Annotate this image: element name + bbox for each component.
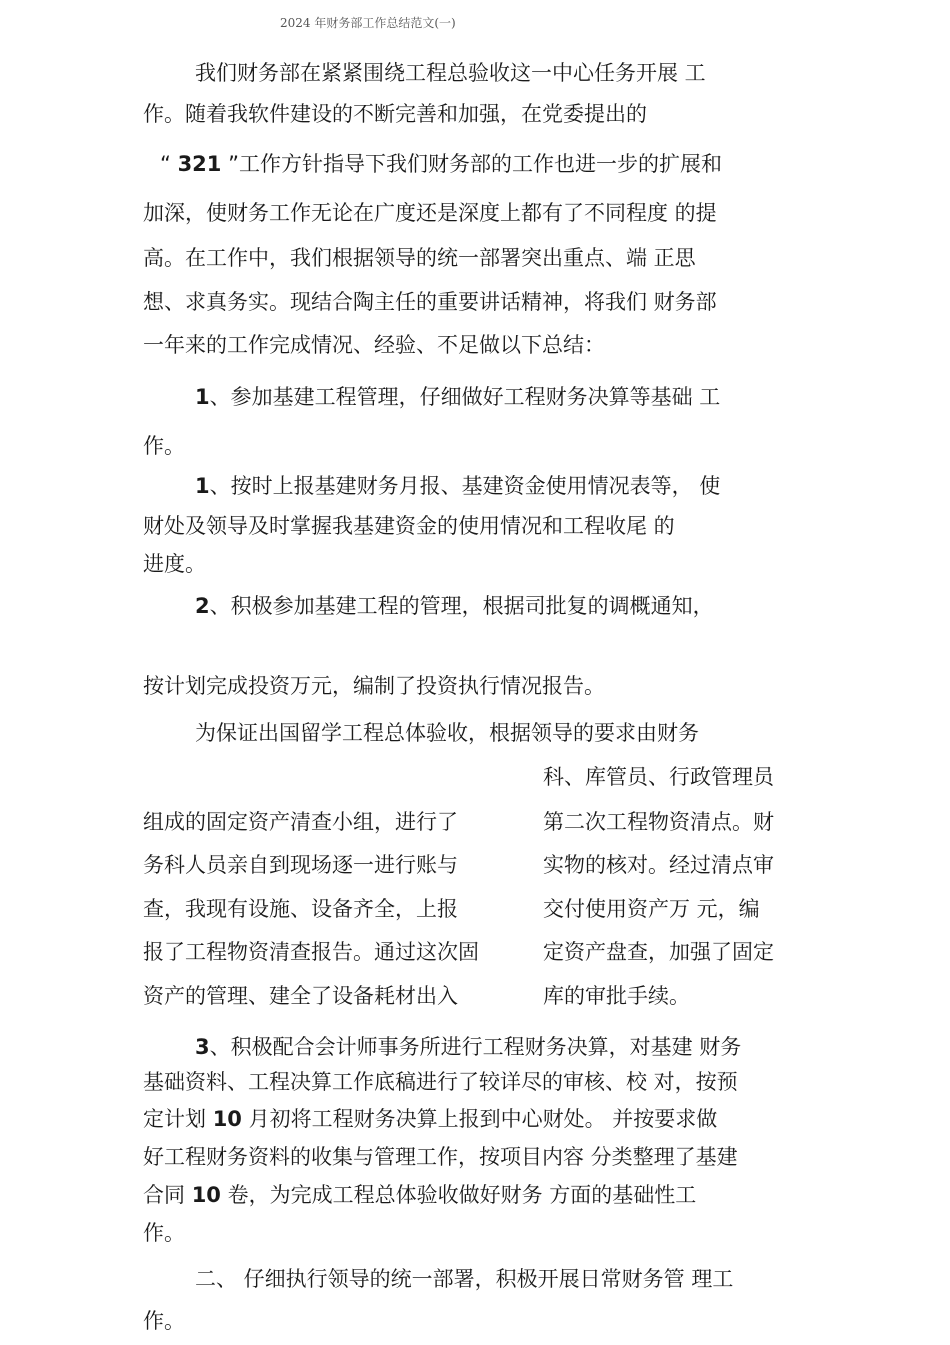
text-line: 好工程财务资料的收集与管理工作，按项目内容 分类整理了基建 (143, 1145, 738, 1169)
text-line: 基础资料、工程决算工作底稿进行了较详尽的审核、校 对，按预 (143, 1070, 738, 1094)
text-line-right: 交付使用资产万 元，编 (543, 897, 760, 921)
text-line: 一年来的工作完成情况、经验、不足做以下总结： (143, 333, 605, 357)
text-line: 作。 (143, 1309, 185, 1333)
text-line-left: 组成的固定资产清查小组，进行了 (143, 810, 458, 834)
text-line: 合同 10 卷，为完成工程总体验收做好财务 方面的基础性工 (143, 1183, 697, 1207)
number-text: 321 (177, 152, 222, 176)
section-heading: 二、 仔细执行领导的统一部署，积极开展日常财务管 理工 (195, 1267, 734, 1291)
text-line-left: 查，我现有设施、设备齐全，上报 (143, 897, 458, 921)
number-text: 3 (195, 1035, 210, 1059)
text-line: 高。在工作中，我们根据领导的统一部署突出重点、端 正思 (143, 246, 696, 270)
section-heading: 1、参加基建工程管理，仔细做好工程财务决算等基础 工 (195, 385, 721, 409)
text-line: 我们财务部在紧紧围绕工程总验收这一中心任务开展 工 (195, 61, 706, 85)
text-line-right: 第二次工程物资清点。财 (543, 810, 774, 834)
text-line-right: 科、库管员、行政管理员 (543, 765, 774, 789)
text-line: 作。 (143, 1221, 185, 1245)
text-line-right: 库的审批手续。 (543, 984, 690, 1008)
text-line-left: 资产的管理、建全了设备耗材出入 (143, 984, 458, 1008)
text-line: 作。 (143, 434, 185, 458)
list-item: 1、按时上报基建财务月报、基建资金使用情况表等， 使 (195, 474, 721, 498)
text-line: 进度。 (143, 552, 206, 576)
text-line: 为保证出国留学工程总体验收，根据领导的要求由财务 (195, 721, 699, 745)
text-line-left: 报了工程物资清查报告。通过这次固 (143, 940, 479, 964)
text-line: 加深，使财务工作无论在广度还是深度上都有了不同程度 的提 (143, 201, 717, 225)
text-line: “ 321 ”工作方针指导下我们财务部的工作也进一步的扩展和 (160, 152, 722, 176)
text-line-right: 实物的核对。经过清点审 (543, 853, 774, 877)
text-line: 定计划 10 月初将工程财务决算上报到中心财处。 并按要求做 (143, 1107, 718, 1131)
text-line: 作。随着我软件建设的不断完善和加强，在党委提出的 (143, 102, 647, 126)
text-line: 按计划完成投资万元，编制了投资执行情况报告。 (143, 674, 605, 698)
list-item: 2、积极参加基建工程的管理，根据司批复的调概通知， (195, 594, 714, 618)
text-line: 想、求真务实。现结合陶主任的重要讲话精神，将我们 财务部 (143, 290, 717, 314)
number-text: 2 (195, 594, 210, 618)
number-text: 1 (195, 474, 210, 498)
text-line: 财处及领导及时掌握我基建资金的使用情况和工程收尾 的 (143, 514, 675, 538)
document-header: 2024 年财务部工作总结范文(一) (280, 16, 456, 30)
number-text: 10 (191, 1183, 221, 1207)
number-text: 1 (195, 385, 210, 409)
list-item: 3、积极配合会计师事务所进行工程财务决算，对基建 财务 (195, 1035, 742, 1059)
text-line-right: 定资产盘查，加强了固定 (543, 940, 774, 964)
number-text: 10 (212, 1107, 242, 1131)
text-line-left: 务科人员亲自到现场逐一进行账与 (143, 853, 458, 877)
